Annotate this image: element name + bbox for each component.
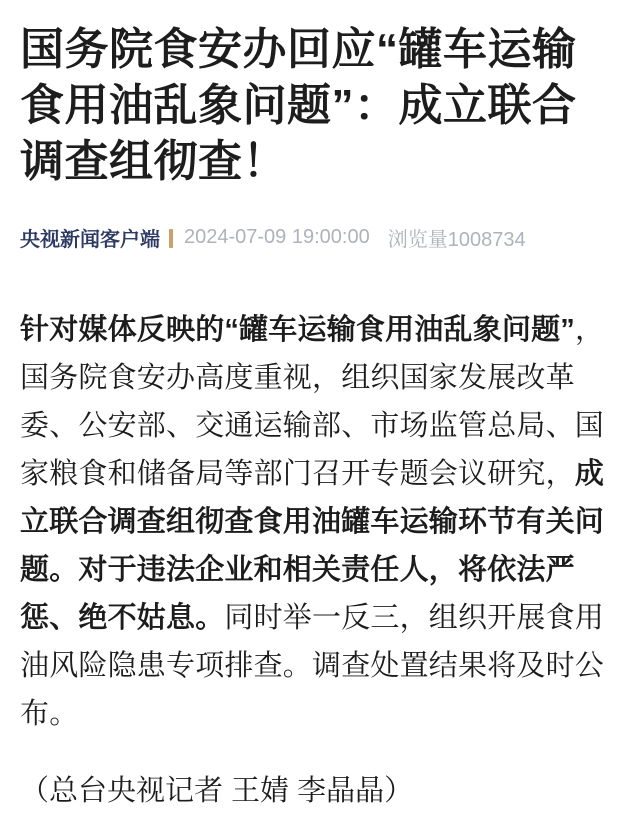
- paragraph-segment: 同时举一反三，组织开展食用油风险隐患专项排查。调查处置结果将及时公布。: [20, 602, 605, 730]
- source-name: 央视新闻客户端: [20, 229, 160, 251]
- view-count: 浏览量1008734: [387, 229, 526, 251]
- meta-separator-bar: [169, 229, 173, 248]
- article-title: 国务院食安办回应“罐车运输食用油乱象问题”：成立联合调查组彻查！: [20, 25, 577, 186]
- article-meta-row: [20, 223, 618, 252]
- paragraph-segment: ，国务院食安办高度重视，组织国家发展改革委、公安部、交通运输部、市场监管总局、国家粮食和储备局等部门召开专题会议研究，: [20, 314, 605, 490]
- reporter-note: （总台央视记者 王婧 李晶晶）: [20, 775, 414, 807]
- paragraph-segment: 针对媒体反映的“罐车运输食用油乱象问题”: [20, 314, 576, 346]
- paragraph-segment: 成立联合调查组彻查食用油罐车运输环节有关问题。对于违法企业和相关责任人，将依法严惩、绝不姑息。: [20, 458, 605, 634]
- publish-time: 2024-07-09 19:00:00: [184, 226, 370, 248]
- article-paragraph: [20, 306, 618, 738]
